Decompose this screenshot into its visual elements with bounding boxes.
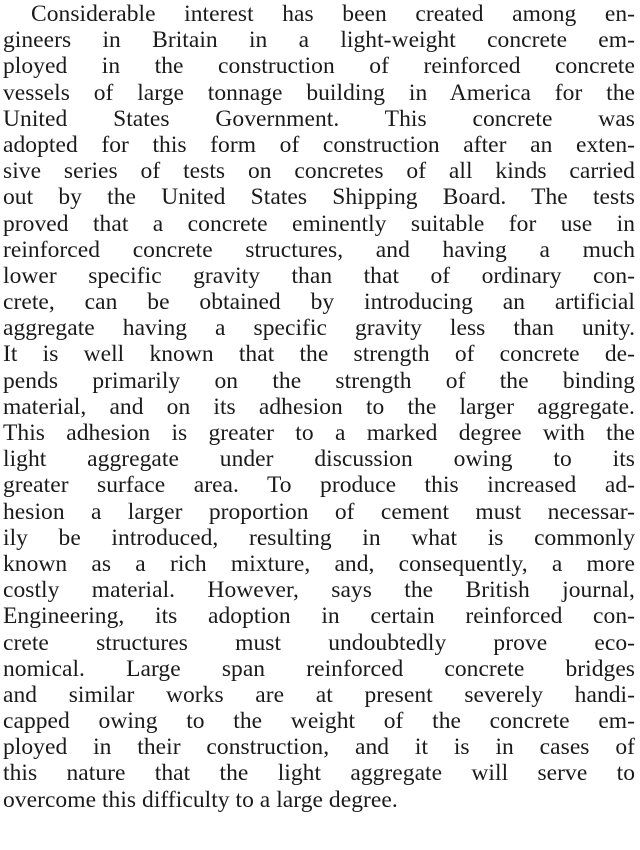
text-line: This adhesion is greater to a marked degree with the: [3, 420, 635, 446]
text-line: light aggregate under discussion owing to its: [3, 446, 635, 473]
text-line: Engineering, its adoption in certain reinforced con-: [3, 603, 635, 630]
text-line: hesion a larger proportion of cement must necessar-: [3, 498, 635, 525]
text-line: this nature that the light aggregate will serve to: [3, 760, 635, 787]
text-line: overcome this difficulty to a large degree.: [3, 786, 398, 813]
text-line: United States Government. This concrete was: [3, 105, 635, 132]
text-line: and similar works are at present severely handi-: [3, 681, 635, 708]
text-line: material, and on its adhesion to the larger aggregate.: [3, 393, 635, 420]
text-line: sive series of tests on concretes of all kinds carried: [3, 158, 635, 185]
text-line: lower specific gravity than that of ordinary con-: [3, 262, 635, 289]
text-line: crete structures must undoubtedly prove eco-: [3, 629, 635, 656]
text-line: nomical. Large span reinforced concrete bridges: [3, 655, 635, 682]
article-paragraph: [3, 0, 635, 813]
text-line: proved that a concrete eminently suitable for use in: [3, 210, 635, 237]
text-line: ployed in their construction, and it is in cases of: [3, 734, 635, 761]
text-line: out by the United States Shipping Board. The tests: [3, 184, 635, 211]
text-line: reinforced concrete structures, and having a much: [3, 236, 635, 263]
text-line: ily be introduced, resulting in what is commonly: [3, 524, 635, 551]
text-line: aggregate having a specific gravity less than unity.: [3, 315, 635, 342]
text-line: adopted for this form of construction after an exten-: [3, 131, 635, 158]
text-line: crete, can be obtained by introducing an artificial: [3, 289, 635, 316]
text-line: known as a rich mixture, and, consequently, a more: [3, 550, 635, 577]
text-line: greater surface area. To produce this increased ad-: [3, 472, 635, 499]
text-line: ployed in the construction of reinforced concrete: [3, 53, 635, 80]
text-line: pends primarily on the strength of the binding: [3, 367, 635, 394]
text-line: capped owing to the weight of the concrete em-: [3, 708, 635, 735]
text-line: It is well known that the strength of concrete de-: [3, 341, 635, 368]
text-line: vessels of large tonnage building in America for the: [3, 79, 635, 106]
text-line: gineers in Britain in a light-weight concrete em-: [3, 27, 635, 54]
text-line: Considerable interest has been created among en-: [31, 1, 635, 27]
text-line: costly material. However, says the British journal,: [3, 577, 635, 604]
